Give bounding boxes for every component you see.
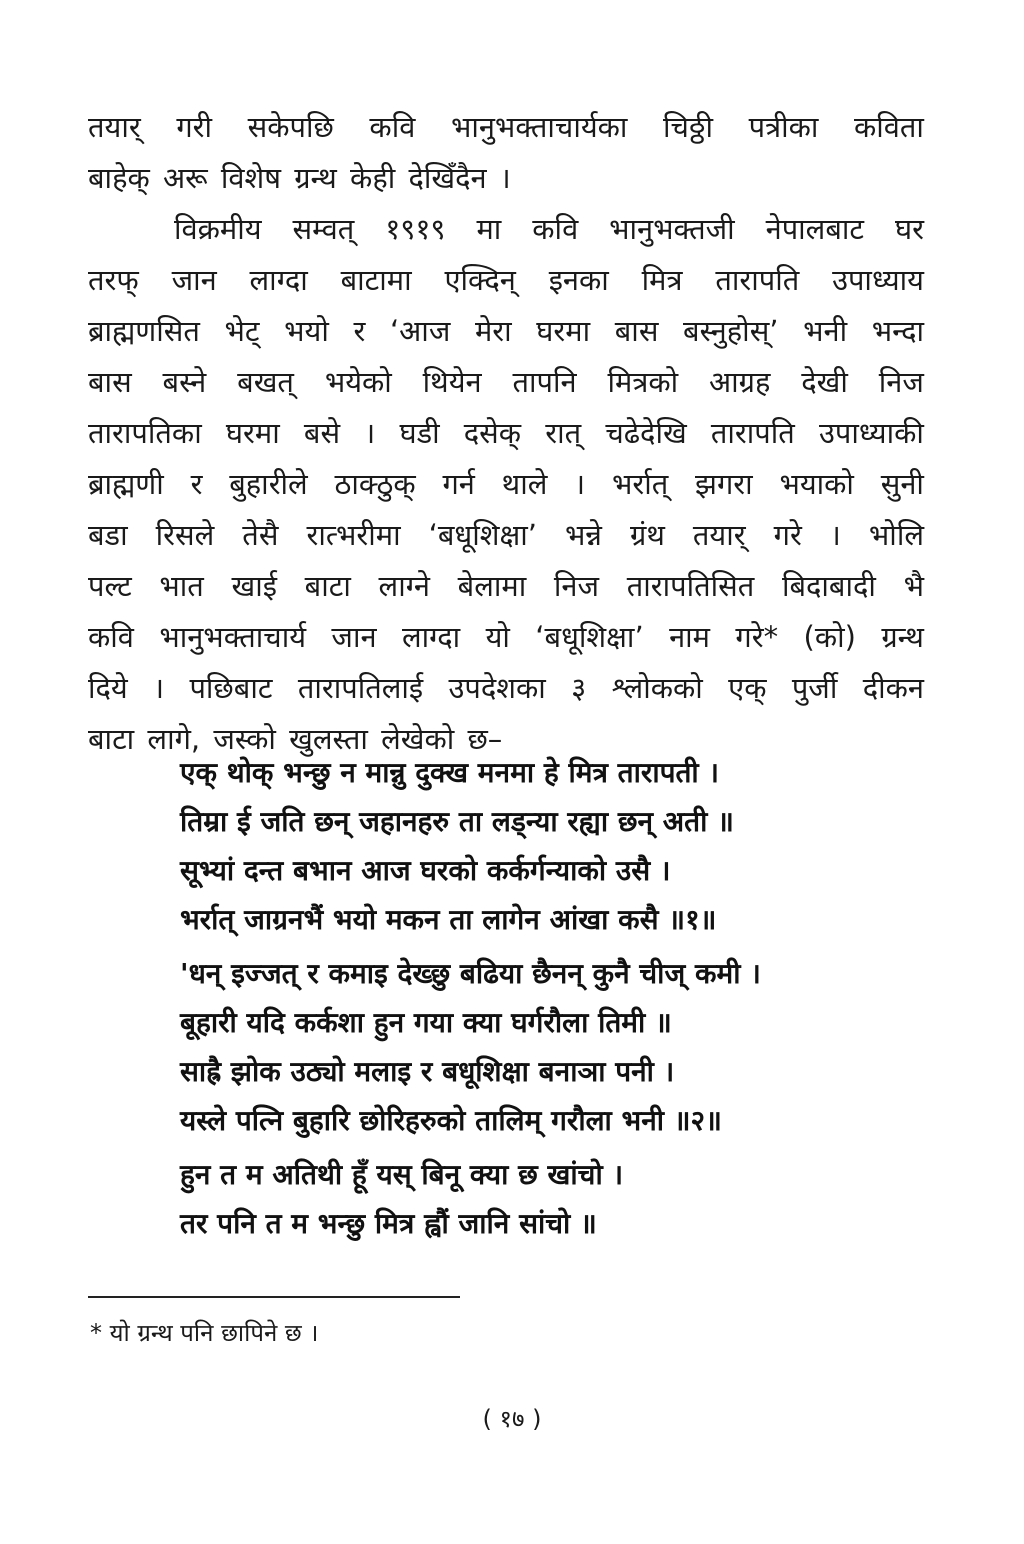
paragraph-line: विक्रमीय सम्वत् १९१९ मा कवि भानुभक्तजी नेपालबाट घर xyxy=(174,212,924,246)
paragraph-line: बाटा लागे, जस्को खुलस्ता लेखेको छ– xyxy=(88,722,503,756)
verse-line: तर पनि त म भन्छु मित्र ह्वौं जानि सांचो ॥ xyxy=(180,1207,597,1240)
paragraph-line: दिये । पछिबाट तारापतिलाई उपदेशका ३ श्लोकको एक् पुर्जी दीकन xyxy=(88,671,924,705)
paragraph-line: पल्ट भात खाई बाटा लाग्ने बेलामा निज तारापतिसित बिदाबादी भै xyxy=(88,569,924,603)
verse-line: तिम्रा ई जति छन् जहानहरु ता लड्न्या रह्या छन् अती ॥ xyxy=(180,805,734,838)
footnote-rule xyxy=(88,1296,460,1298)
page-number: ( १७ ) xyxy=(482,1405,542,1433)
verse-stanza xyxy=(180,748,920,944)
paragraph-line: बडा रिसले तेसै रात्भरीमा ‘बधूशिक्षा’ भन्ने ग्रंथ तयार् गरे । भोलि xyxy=(88,518,924,552)
verse-line: यस्ले पत्नि बुहारि छोरिहरुको तालिम् गरौला भनी ॥२॥ xyxy=(180,1104,722,1137)
verse-line: साह्रै झोक उठ्यो मलाइ र बधूशिक्षा बनाञा पनी । xyxy=(180,1055,675,1088)
verse-line: सूभ्यां दन्त बभान आज घरको कर्कर्गन्याको उसै । xyxy=(180,854,671,887)
verse-block xyxy=(180,748,920,1253)
paragraph-line: तरफ् जान लाग्दा बाटामा एक्दिन् इनका मित्र तारापति उपाध्याय xyxy=(88,263,924,297)
paragraph-line: कवि भानुभक्ताचार्य जान लाग्दा यो ‘बधूशिक्षा’ नाम गरे* (को) ग्रन्थ xyxy=(88,620,924,654)
paragraph-line: तारापतिका घरमा बसे । घडी दसेक् रात् चढेदेखि तारापति उपाध्याकी xyxy=(88,416,924,450)
verse-line: 'धन् इज्जत् र कमाइ देख्छु बढिया छैनन् कुनै चीज् कमी । xyxy=(180,957,761,990)
footnote: * यो ग्रन्थ पनि छापिने छ । xyxy=(90,1319,319,1347)
prose-block xyxy=(88,102,924,765)
paragraph-line: बास बस्ने बखत् भयेको थियेन तापनि मित्रको आग्रह देखी निज xyxy=(88,365,924,399)
verse-line: एक् थोक् भन्छु न मान्नु दुक्ख मनमा हे मित्र तारापती । xyxy=(180,756,720,789)
verse-line: भर्रात् जाग्रनभैं भयो मकन ता लागेन आंखा कसै ॥१॥ xyxy=(180,903,717,936)
paragraph-line: बाहेक् अरू विशेष ग्रन्थ केही देखिँदैन । xyxy=(88,161,511,195)
paragraph-line: ब्राह्मणसित भेट् भयो र ‘आज मेरा घरमा बास बस्नुहोस्’ भनी भन्दा xyxy=(88,314,924,348)
verse-line: हुन त म अतिथी हूँ यस् बिनू क्या छ खांचो । xyxy=(180,1158,624,1191)
verse-stanza xyxy=(180,1150,920,1248)
paragraph-line: तयार् गरी सकेपछि कवि भानुभक्ताचार्यका चिठ्ठी पत्रीका कविता xyxy=(88,110,924,144)
verse-stanza xyxy=(180,949,920,1145)
paragraph-line: ब्राह्मणी र बुहारीले ठाक्ठुक् गर्न थाले । भर्रात् झगरा भयाको सुनी xyxy=(88,467,924,501)
verse-line: बूहारी यदि कर्कशा हुन गया क्या घर्गरौला तिमी ॥ xyxy=(180,1006,672,1039)
